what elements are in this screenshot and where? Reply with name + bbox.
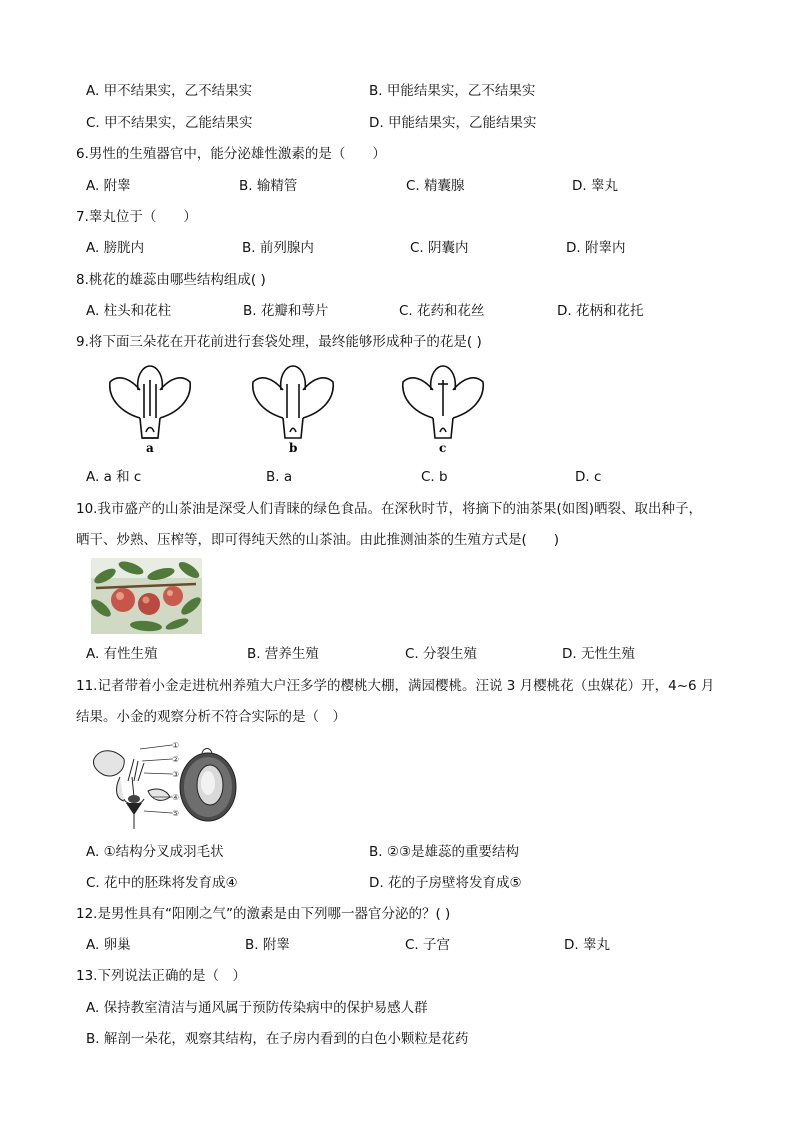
q10-option-b: B. 营养生殖	[247, 646, 319, 662]
flower-b-label: b	[289, 441, 298, 455]
q10-stem-line1	[0, 499, 794, 519]
flower-c-figure	[393, 360, 493, 455]
q13-option-a-line	[0, 998, 794, 1018]
q5-option-d: D. 甲能结果实，乙能结果实	[369, 115, 537, 131]
q12-option-d: D. 睾丸	[564, 937, 610, 953]
q11-options-row1	[0, 842, 794, 862]
q10-stem-2: 晒干、炒熟、压榨等，即可得纯天然的山茶油。由此推测油茶的生殖方式是( )	[76, 532, 560, 548]
q9-option-a: A. a 和 c	[86, 469, 142, 485]
q13-stem-line	[0, 966, 794, 986]
q13-stem: 13.下列说法正确的是（ ）	[76, 968, 246, 984]
q10-stem-line2	[0, 530, 794, 550]
q9-option-c: C. b	[421, 469, 448, 485]
q11-stem-line1	[0, 676, 794, 696]
q8-option-a: A. 柱头和花柱	[86, 303, 172, 319]
q9-stem-line	[0, 332, 794, 352]
q8-stem-line	[0, 270, 794, 290]
q8-option-c: C. 花药和花丝	[399, 303, 485, 319]
q7-option-d: D. 附睾内	[566, 240, 626, 256]
q10-option-a: A. 有性生殖	[86, 646, 158, 662]
q10-options	[0, 644, 794, 664]
q8-options	[0, 301, 794, 321]
q8-option-b: B. 花瓣和萼片	[243, 303, 329, 319]
q9-option-b: B. a	[266, 469, 293, 485]
q6-option-a: A. 附睾	[86, 178, 131, 194]
q5-option-c: C. 甲不结果实，乙能结果实	[86, 115, 253, 131]
q5-option-a: A. 甲不结果实，乙不结果实	[86, 83, 253, 99]
figure-label-2: ②	[172, 755, 180, 764]
q12-stem: 12.是男性具有“阳刚之气”的激素是由下列哪一器官分泌的？( )	[76, 906, 451, 922]
q6-stem-line	[0, 144, 794, 164]
q9-stem: 9.将下面三朵花在开花前进行套袋处理，最终能够形成种子的花是( )	[76, 334, 482, 350]
q8-stem: 8.桃花的雄蕊由哪些结构组成( )	[76, 272, 266, 288]
q5-options-row2	[0, 113, 794, 133]
q6-option-c: C. 精囊腺	[406, 178, 465, 194]
q10-option-c: C. 分裂生殖	[405, 646, 478, 662]
flower-a-label: a	[146, 441, 154, 455]
q9-options	[0, 467, 794, 487]
q12-option-c: C. 子宫	[405, 937, 451, 953]
q12-options	[0, 935, 794, 955]
q12-stem-line	[0, 904, 794, 924]
q13-option-b-line	[0, 1029, 794, 1049]
camellia-fruit-photo	[91, 558, 202, 634]
flower-b-figure	[243, 360, 343, 455]
q13-option-a: A. 保持教室清洁与通风属于预防传染病中的保护易感人群	[86, 1000, 428, 1016]
q11-stem-2: 结果。小金的观察分析不符合实际的是（ ）	[76, 709, 346, 725]
q10-option-d: D. 无性生殖	[562, 646, 635, 662]
q7-option-a: A. 膀胱内	[86, 240, 145, 256]
q7-option-c: C. 阴囊内	[410, 240, 469, 256]
q11-option-c: C. 花中的胚珠将发育成④	[86, 875, 238, 891]
cherry-flower-fruit-figure	[90, 737, 240, 831]
q7-stem-line	[0, 207, 794, 227]
flower-c-label: c	[439, 441, 447, 455]
q7-stem: 7.睾丸位于（ ）	[76, 209, 197, 225]
q5-options-row1	[0, 81, 794, 101]
q11-option-a: A. ①结构分叉成羽毛状	[86, 844, 224, 860]
figure-label-5: ⑤	[172, 809, 180, 818]
q11-option-b: B. ②③是雄蕊的重要结构	[369, 844, 520, 860]
q7-options	[0, 238, 794, 258]
q10-stem-1: 10.我市盛产的山茶油是深受人们青睐的绿色食品。在深秋时节，将摘下的油茶果(如图)晒裂、取出种子，	[76, 501, 703, 517]
q11-stem-1: 11.记者带着小金走进杭州养殖大户汪多学的樱桃大棚，满园樱桃。汪说 3 月樱桃花（虫媒花）开，4~6 月	[76, 678, 715, 694]
q11-option-d: D. 花的子房壁将发育成⑤	[369, 875, 522, 891]
q13-option-b: B. 解剖一朵花，观察其结构，在子房内看到的白色小颗粒是花药	[86, 1031, 469, 1047]
figure-label-1: ①	[172, 741, 180, 750]
q12-option-b: B. 附睾	[245, 937, 290, 953]
figure-label-4: ④	[172, 793, 180, 802]
q8-option-d: D. 花柄和花托	[557, 303, 644, 319]
q12-option-a: A. 卵巢	[86, 937, 131, 953]
q9-option-d: D. c	[575, 469, 602, 485]
q6-options	[0, 176, 794, 196]
q5-option-b: B. 甲能结果实，乙不结果实	[369, 83, 536, 99]
q11-options-row2	[0, 873, 794, 893]
q11-stem-line2	[0, 707, 794, 727]
q6-stem: 6.男性的生殖器官中，能分泌雄性激素的是（ ）	[76, 146, 386, 162]
figure-label-3: ③	[172, 770, 180, 779]
q6-option-d: D. 睾丸	[572, 178, 618, 194]
q7-option-b: B. 前列腺内	[242, 240, 314, 256]
flower-a-figure	[100, 360, 200, 455]
q6-option-b: B. 输精管	[239, 178, 298, 194]
